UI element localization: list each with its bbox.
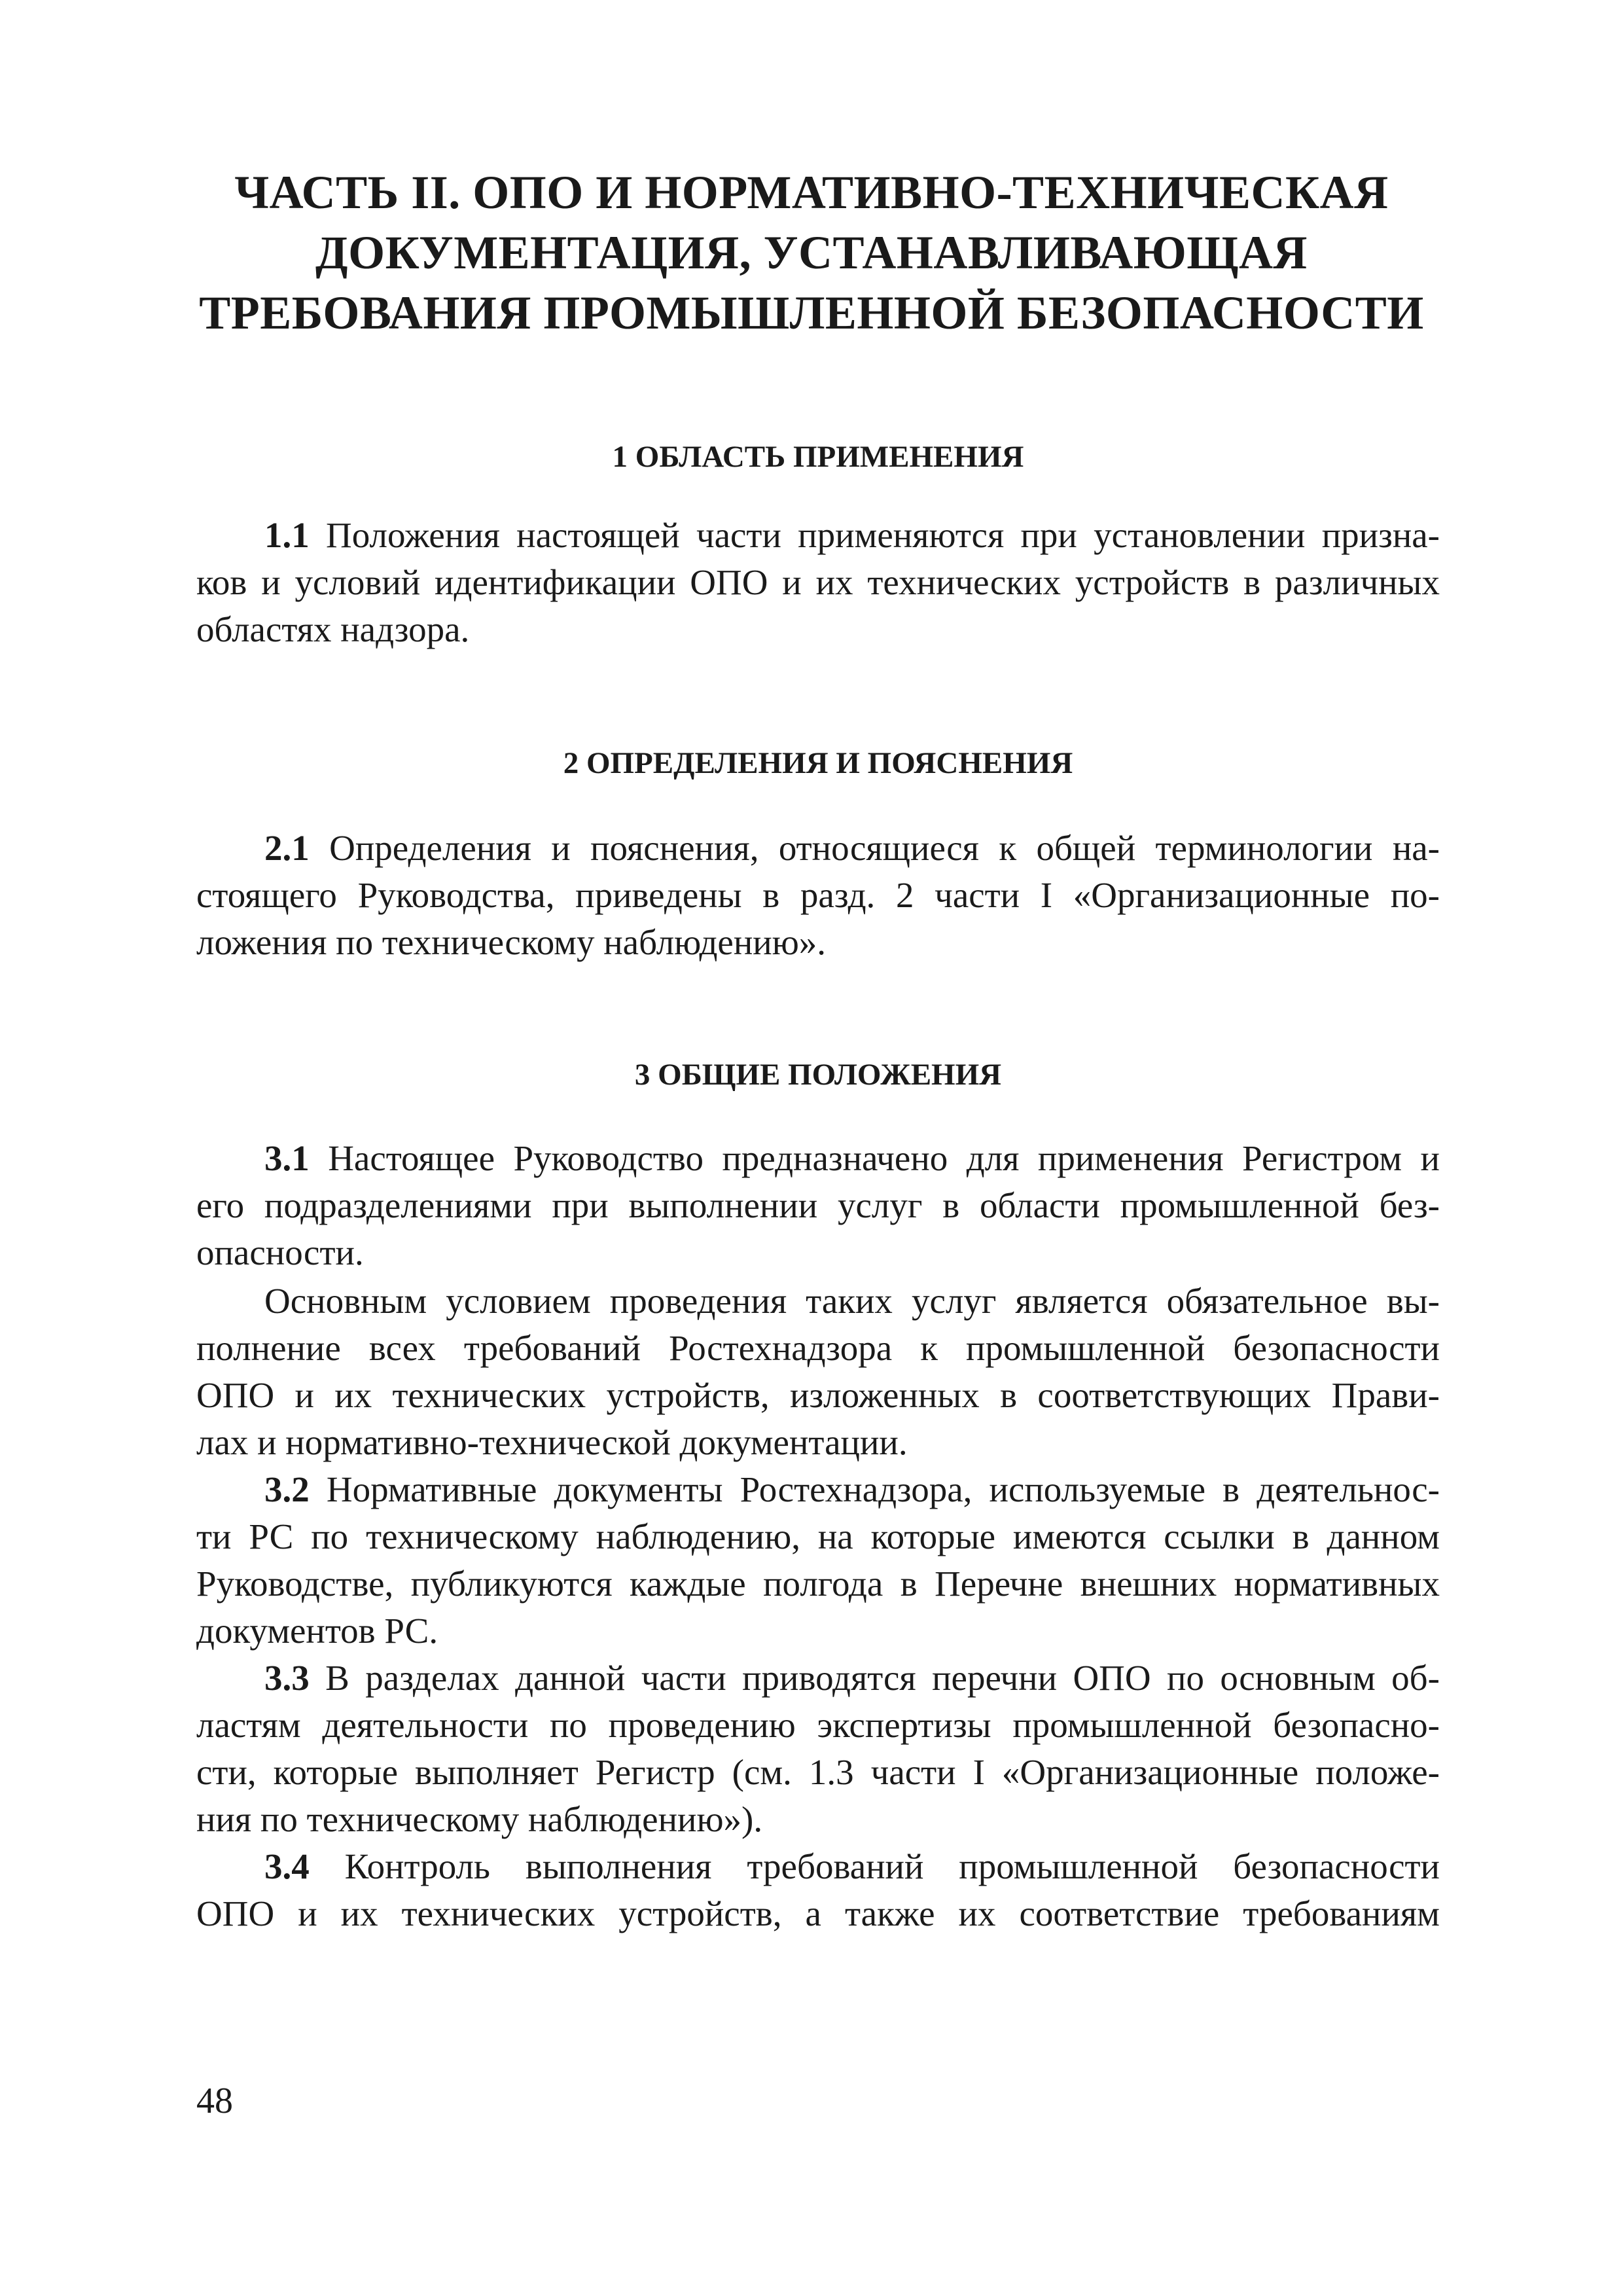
paragraph-number: 3.2 <box>264 1469 310 1509</box>
paragraph-2-1: 2.1 Определения и пояснения, относящиеся к общей терминологии на- стоящего Руководства, приведены в разд. 2 части I «Организационные по- ложения по техническому наблюдению». <box>196 828 1440 962</box>
page-number: 48 <box>196 2081 233 2121</box>
paragraph-number: 3.1 <box>264 1138 310 1178</box>
title-line-3: ТРЕБОВАНИЯ ПРОМЫШЛЕННОЙ БЕЗОПАСНОСТИ <box>199 287 1424 339</box>
section-heading-1: 1 ОБЛАСТЬ ПРИМЕНЕНИЯ <box>612 440 1024 474</box>
paragraph-3-1-continued: Основным условием проведения таких услуг является обязательное вы- полнение всех требований Ростехнадзора к промышленной безопасности ОПО и их технических устройств, изложенных в соответствующих Прави- лах и нормативно-технической документации. <box>196 1281 1440 1462</box>
page-title <box>151 162 1472 343</box>
title-line-1: ЧАСТЬ II. ОПО И НОРМАТИВНО-ТЕХНИЧЕСКАЯ <box>234 166 1389 219</box>
section-heading-2: 2 ОПРЕДЕЛЕНИЯ И ПОЯСНЕНИЯ <box>563 746 1073 780</box>
paragraph-number: 2.1 <box>264 828 310 868</box>
section-heading-3: 3 ОБЩИЕ ПОЛОЖЕНИЯ <box>634 1058 1002 1092</box>
paragraph-number: 3.3 <box>264 1658 310 1698</box>
paragraph-number: 1.1 <box>264 515 310 555</box>
paragraph-3-2: 3.2 Нормативные документы Ростехнадзора, используемые в деятельнос- ти РС по техническому наблюдению, на которые имеются ссылки в данном Руководстве, публикуются каждые полгода в Перечне внешних нормативных документов РС. <box>196 1469 1440 1651</box>
paragraph-3-3: 3.3 В разделах данной части приводятся перечни ОПО по основным об- ластям деятельности по проведению экспертизы промышленной безопасно- сти, которые выполняет Регистр (см. 1.3 части I «Организационные положе- ния по техническому наблюдению»). <box>196 1658 1440 1839</box>
paragraph-1-1: 1.1 Положения настоящей части применяются при установлении призна- ков и условий идентификации ОПО и их технических устройств в различных областях надзора. <box>196 515 1440 649</box>
paragraph-3-4: 3.4 Контроль выполнения требований промышленной безопасности ОПО и их технических устройств, а также их соответствие требованиям <box>196 1846 1440 1933</box>
paragraph-number: 3.4 <box>264 1846 310 1886</box>
paragraph-3-1: 3.1 Настоящее Руководство предназначено для применения Регистром и его подразделениями при выполнении услуг в области промышленной без- опасности. <box>196 1138 1440 1272</box>
title-line-2: ДОКУМЕНТАЦИЯ, УСТАНАВЛИВАЮЩАЯ <box>315 226 1308 279</box>
